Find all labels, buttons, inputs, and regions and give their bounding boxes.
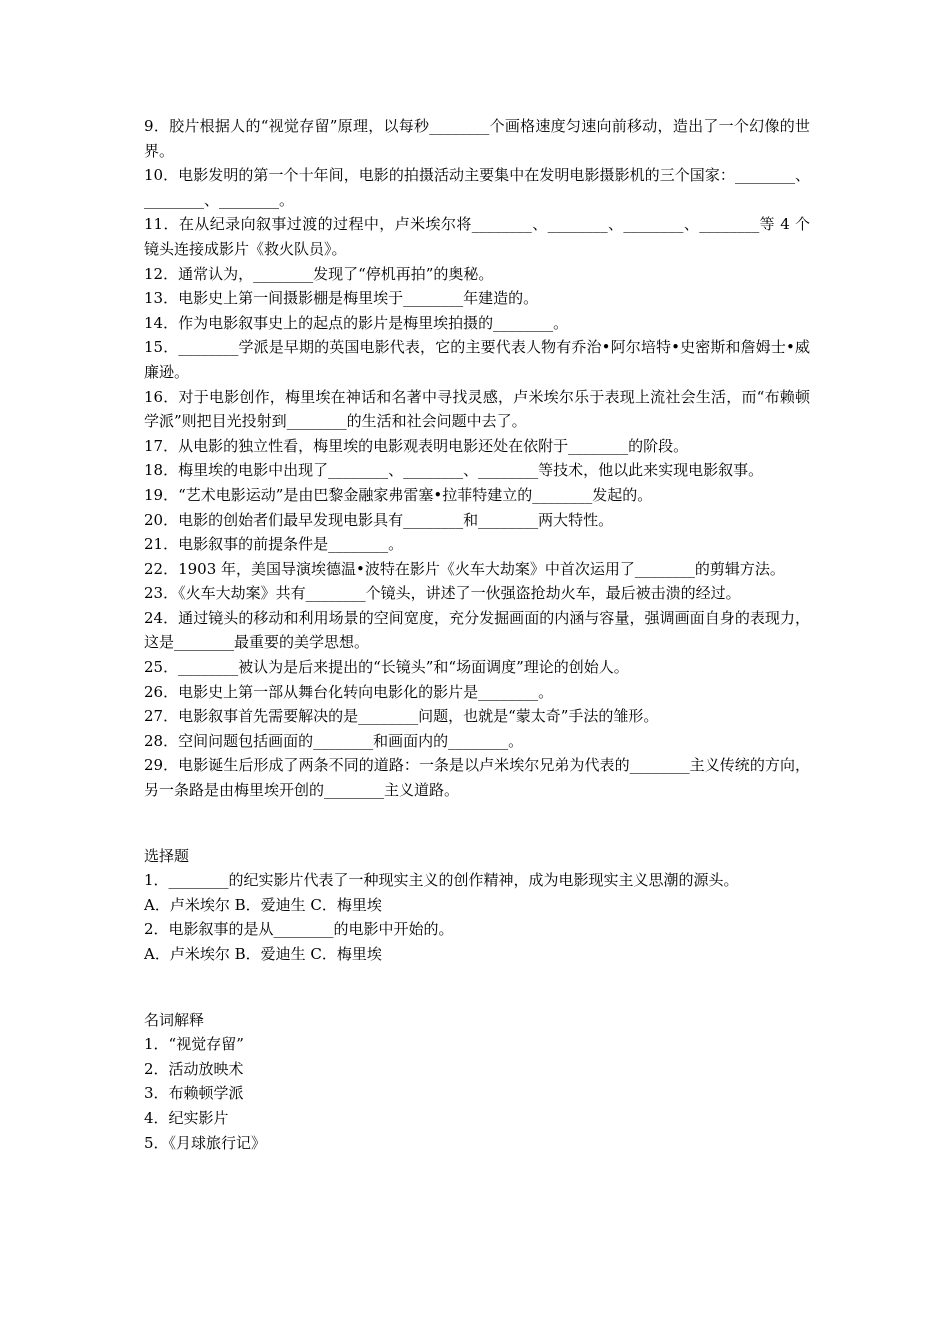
term-3: 3．布赖顿学派 xyxy=(144,1084,244,1103)
terms-section xyxy=(144,1008,810,1156)
question-9: 9．胶片根据人的“视觉存留”原理，以每秒________个画格速度匀速向前移动，造出了一个幻像的世界。 xyxy=(144,117,810,160)
question-17: 17．从电影的独立性看，梅里埃的电影观表明电影还处在依附于________的阶段。 xyxy=(144,436,689,455)
term-5: 5．《月球旅行记》 xyxy=(144,1133,267,1152)
question-15: 15．________学派是早期的英国电影代表，它的主要代表人物有乔治•阿尔培特•史密斯和詹姆士•威廉逊。 xyxy=(144,338,810,381)
question-16: 16．对于电影创作，梅里埃在神话和名著中寻找灵感，卢米埃尔乐于表现上流社会生活，而“布赖顿学派”则把目光投射到________的生活和社会问题中去了。 xyxy=(144,387,810,431)
term-1: 1．“视觉存留” xyxy=(144,1035,244,1054)
question-26: 26．电影史上第一部从舞台化转向电影化的影片是________。 xyxy=(144,682,554,701)
question-19: 19．“艺术电影运动”是由巴黎金融家弗雷塞•拉菲特建立的________发起的。 xyxy=(144,485,653,504)
choice-options-1: A．卢米埃尔 B．爱迪生 C．梅里埃 xyxy=(144,895,382,914)
question-18: 18．梅里埃的电影中出现了________、________、________等技术，他以此来实现电影叙事。 xyxy=(144,461,764,480)
choice-question-2: 2．电影叙事的是从________的电影中开始的。 xyxy=(144,920,454,939)
question-29: 29．电影诞生后形成了两条不同的道路：一条是以卢米埃尔兄弟为代表的________主义传统的方向，另一条路是由梅里埃开创的________主义道路。 xyxy=(144,756,810,800)
fill-in-section xyxy=(144,114,810,803)
section-gap xyxy=(144,803,810,844)
section-gap xyxy=(144,967,810,1008)
question-27: 27．电影叙事首先需要解决的是________问题，也就是“蒙太奇”手法的雏形。 xyxy=(144,707,659,726)
choice-section xyxy=(144,844,810,967)
choice-heading: 选择题 xyxy=(144,846,190,865)
choice-options-2: A．卢米埃尔 B．爱迪生 C．梅里埃 xyxy=(144,945,382,963)
question-24: 24．通过镜头的移动和利用场景的空间宽度，充分发掘画面的内涵与容量，强调画面自身的表现力，这是________最重要的美学思想。 xyxy=(144,608,810,652)
question-13: 13．电影史上第一间摄影棚是梅里埃于________年建造的。 xyxy=(144,289,539,308)
question-11: 11．在从纪录向叙事过渡的过程中，卢米埃尔将________、________、________、________等 4 个镜头连接成影片《救火队员》。 xyxy=(144,215,810,258)
term-4: 4．纪实影片 xyxy=(144,1108,229,1127)
question-28: 28．空间问题包括画面的________和画面内的________。 xyxy=(144,731,524,750)
question-22: 22．1903 年，美国导演埃德温•波特在影片《火车大劫案》中首次运用了________的剪辑方法。 xyxy=(144,559,785,578)
question-12: 12．通常认为，________发现了“停机再拍”的奥秘。 xyxy=(144,264,494,283)
question-25: 25．________被认为是后来提出的“长镜头”和“场面调度”理论的创始人。 xyxy=(144,658,629,677)
choice-question-1: 1．________的纪实影片代表了一种现实主义的创作精神，成为电影现实主义思潮的源头。 xyxy=(144,871,739,890)
term-2: 2．活动放映术 xyxy=(144,1059,244,1078)
question-14: 14．作为电影叙事史上的起点的影片是梅里埃拍摄的________。 xyxy=(144,313,569,332)
question-21: 21．电影叙事的前提条件是________。 xyxy=(144,535,404,554)
document-page xyxy=(144,114,810,1155)
question-20: 20．电影的创始者们最早发现电影具有________和________两大特性。 xyxy=(144,510,614,529)
question-10: 10．电影发明的第一个十年间，电影的拍摄活动主要集中在发明电影摄影机的三个国家：________、________、________。 xyxy=(144,166,810,209)
terms-heading: 名词解释 xyxy=(144,1010,205,1029)
question-23: 23．《火车大劫案》共有________个镜头，讲述了一伙强盗抢劫火车，最后被击溃的经过。 xyxy=(144,584,741,603)
